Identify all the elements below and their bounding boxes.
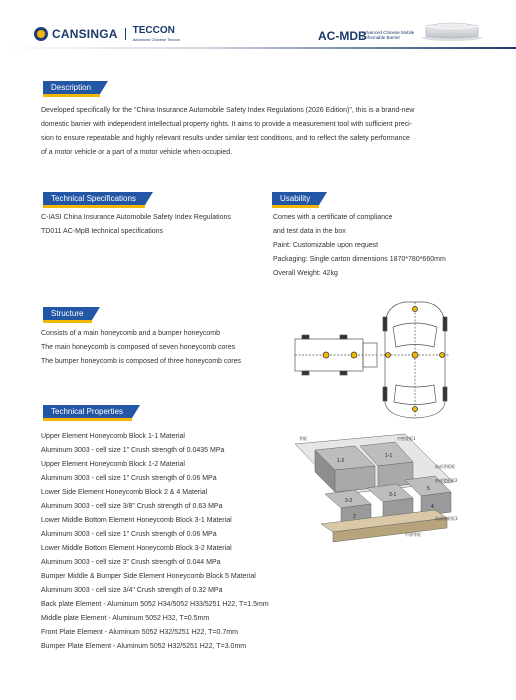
description-line: Developed specifically for the "China Insurance Automobile Safety Index Regulations (2026 Edition)", this is a brand-new [41, 107, 415, 114]
brand-secondary-sub: Advanced Chinese Teccon [132, 37, 180, 42]
section-title-structure: Structure [43, 307, 92, 323]
product-code: AC-MDB [318, 29, 367, 43]
spec-line: TD011 AC-MpB technical specifications [41, 228, 164, 235]
block-label: 2 [353, 514, 356, 520]
product-desc-line: Advanced Chinese Mobile [362, 30, 415, 35]
technical-specifications-text [41, 211, 231, 239]
description-line: domestic barrier with independent intellectual property rights. It aims to provide a measurement tool with sufficient preci- [41, 121, 413, 128]
usability-line: Paint: Customizable upon request [273, 242, 379, 249]
brand-logo [34, 26, 180, 42]
property-line: Middle plate Element - Aluminum 5052 H32, T=0.5mm [41, 615, 210, 622]
structure-line: The main honeycomb is composed of seven honeycomb cores [41, 344, 236, 351]
block-label: 1-2 [337, 458, 345, 464]
usability-line: and test data in the box [273, 228, 346, 235]
brand-secondary: TECCON [132, 25, 175, 36]
property-line: Aluminum 3003 - cell size 1" Crush strength of 0.0435 MPa [41, 447, 225, 454]
property-line: Aluminum 3003 - cell size 1" Crush strength of 0.06 MPa [41, 531, 217, 538]
brand-primary: CANSINGA [52, 27, 118, 41]
section-title-technical-specifications: Technical Specifications [43, 192, 145, 208]
property-line: Lower Middle Bottom Element Honeycomb Block 3-1 Material [41, 517, 232, 524]
vehicle-top-view-drawing [380, 302, 450, 418]
spec-line: C-IASI China Insurance Automobile Safety Index Regulations [41, 214, 231, 221]
page-header [0, 0, 516, 72]
block-label: 5 [427, 486, 430, 492]
header-divider [0, 47, 516, 49]
property-line: Lower Middle Bottom Element Honeycomb Block 3-2 Material [41, 545, 232, 552]
vehicle-layout-diagram [290, 297, 450, 422]
section-title-technical-properties: Technical Properties [43, 405, 132, 421]
property-line: Lower Side Element Honeycomb Block 2 & 4 Material [41, 489, 208, 496]
usability-line: Overall Weight: 42kg [273, 270, 338, 277]
property-line: Back plate Element - Aluminum 5052 H34/5052 H33/5251 H22, T=1.5mm [41, 601, 269, 608]
structure-text [41, 327, 241, 369]
brand-separator [125, 28, 126, 40]
diagram-callout: 背板 [299, 436, 307, 441]
diagram-callout: 前部背板板 [435, 464, 455, 469]
usability-text [273, 211, 446, 281]
block-label: 3-1 [389, 492, 397, 498]
property-line: Bumper Middle & Bumper Side Element Honeycomb Block 5 Material [41, 573, 256, 580]
technical-properties-text [41, 430, 269, 654]
diagram-callout: 中密度板1 [397, 436, 416, 441]
barrier-cart-drawing [295, 335, 377, 375]
usability-line: Packaging: Single carton dimensions 1870*780*660mm [273, 256, 446, 263]
brand-mark-icon [34, 27, 48, 41]
barrier-product-image [420, 20, 484, 42]
usability-line: Comes with a certificate of compliance [273, 214, 393, 221]
diagram-callout: 前部背板板3 [435, 516, 458, 521]
block-label: 3-2 [345, 498, 353, 504]
block-label: 4 [431, 504, 434, 510]
property-line: Front Plate Element - Aluminum 5052 H32/5251 H22, T=0.7mm [41, 629, 238, 636]
structure-line: The bumper honeycomb is composed of three honeycomb cores [41, 358, 241, 365]
diagram-callout: 中部背板 [405, 532, 421, 537]
honeycomb-exploded-diagram [285, 432, 470, 550]
description-line: sion to ensure repeatable and highly relevant results under similar test conditions, and to reflect the safety performance [41, 135, 410, 142]
diagram-callout: 前部背板板2 [435, 478, 458, 483]
property-line: Upper Element Honeycomb Block 1-2 Material [41, 461, 185, 468]
description-text [41, 104, 414, 160]
product-desc-line: Deformable Barrier [362, 35, 401, 40]
section-title-description: Description [43, 81, 100, 97]
property-line: Aluminum 3003 - cell size 3" Crush strength of 0.044 MPa [41, 559, 221, 566]
section-title-usability: Usability [272, 192, 319, 208]
product-desc [362, 30, 414, 40]
property-line: Aluminum 3003 - cell size 1" Crush strength of 0.06 MPa [41, 475, 217, 482]
block-label: 1-1 [385, 453, 393, 459]
property-line: Aluminum 3003 - cell size 3/8" Crush strength of 0.63 MPa [41, 503, 223, 510]
structure-line: Consists of a main honeycomb and a bumper honeycomb [41, 330, 220, 337]
property-line: Upper Element Honeycomb Block 1-1 Material [41, 433, 185, 440]
property-line: Bumper Plate Element - Aluminum 5052 H32/5251 H22, T=3.0mm [41, 643, 247, 650]
property-line: Aluminum 3003 - cell size 3/4" Crush strength of 0.32 MPa [41, 587, 223, 594]
brand-secondary-block [133, 26, 180, 42]
description-line: of a motor vehicle or a part of a motor vehicle when occupied. [41, 149, 233, 156]
